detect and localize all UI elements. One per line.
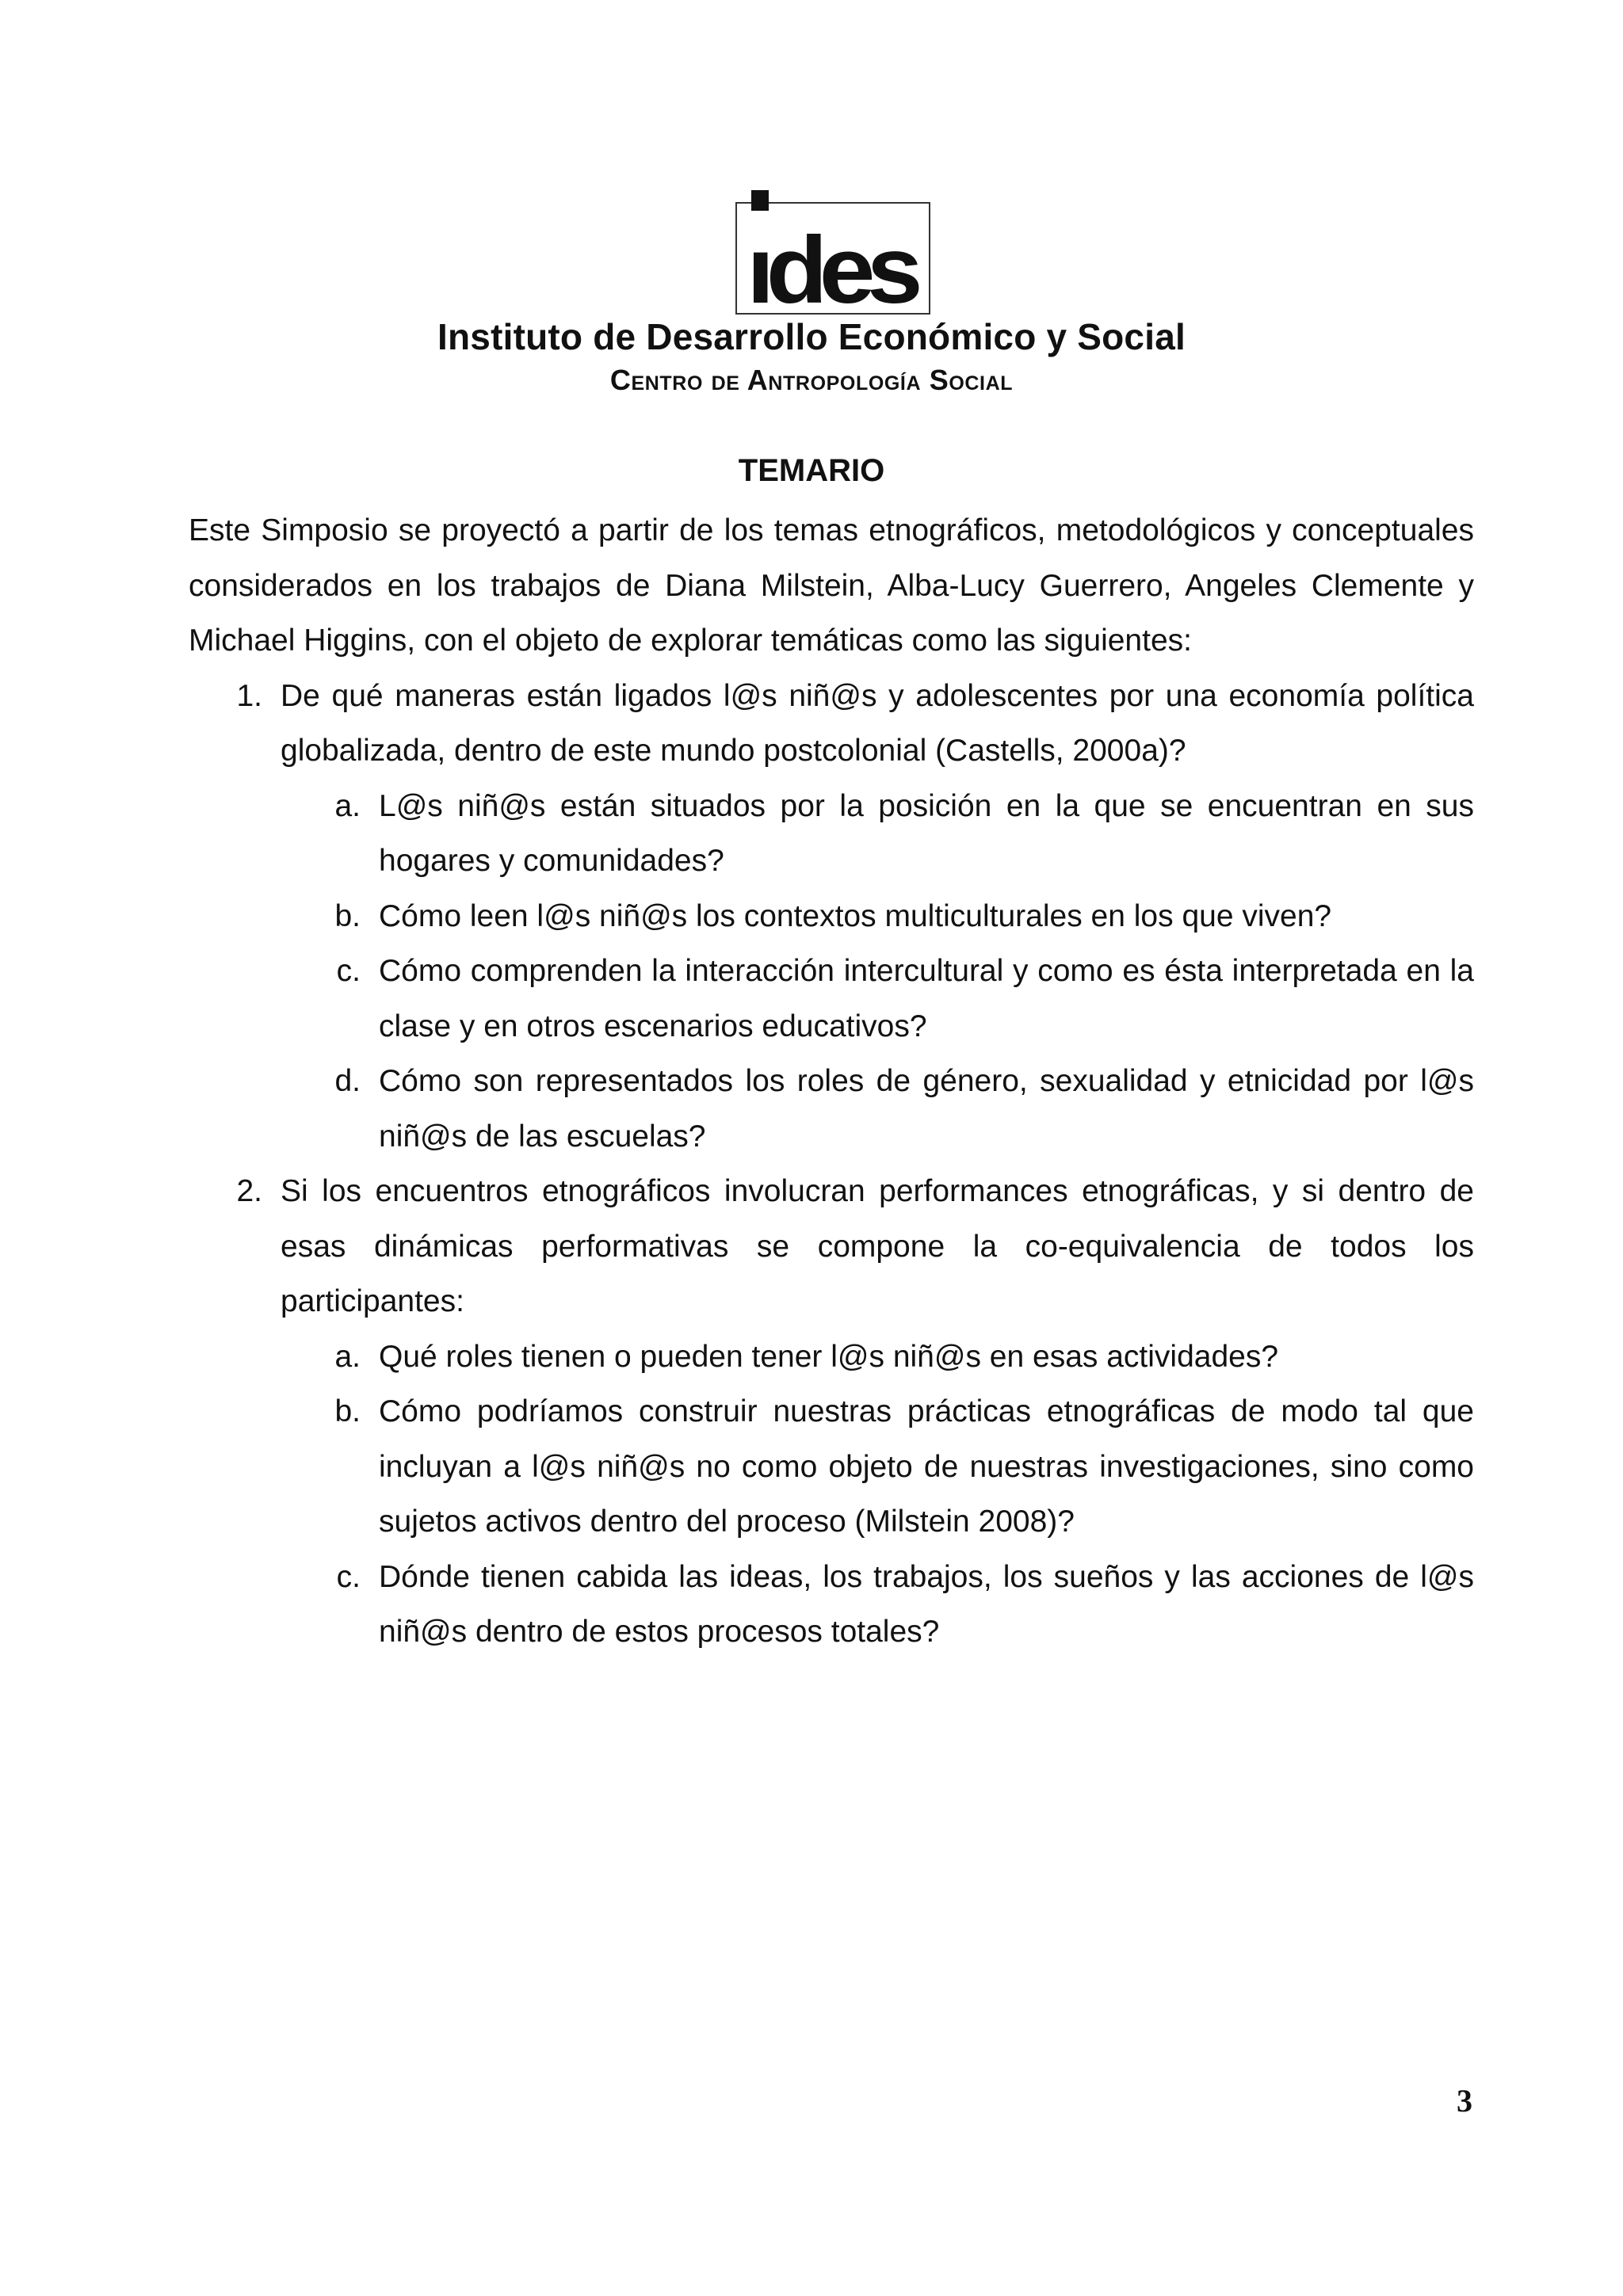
list-item-text: Si los encuentros etnográficos involucran performances etnográficas, y si dentro de esas dinámicas performativas se compone la co-equivalencia de todos los participantes: (281, 1174, 1474, 1318)
sub-list-item-text: L@s niñ@s están situados por la posición en la que se encuentran en sus hogares y comunidades? (379, 788, 1474, 878)
list-item (189, 669, 1474, 779)
document-heading: TEMARIO (738, 453, 885, 488)
sub-list-marker: a. (334, 788, 361, 823)
document-body (189, 503, 1474, 1660)
list-item-text: De qué maneras están ligados l@s niñ@s y adolescentes por una economía política globalizada, dentro de este mundo postcolonial (Castells, 2000a)? (281, 678, 1474, 768)
sub-list-item-text: Cómo podríamos construir nuestras prácticas etnográficas de modo tal que incluyan a l@s niñ@s no como objeto de nuestras investigaciones, sino como sujetos activos dentro del proceso (Milstein 2008)? (379, 1394, 1474, 1539)
sub-list-marker: c. (336, 1559, 361, 1594)
sub-list-marker: a. (334, 1339, 361, 1374)
svg-text:ıdes: ıdes (747, 217, 919, 317)
sub-list-item-text: Cómo comprenden la interacción intercultural y como es ésta interpretada en la clase y en otros escenarios educativos? (379, 954, 1474, 1043)
sub-list-marker: b. (334, 1394, 361, 1428)
sub-list-item (189, 1329, 1474, 1385)
intro-paragraph: Este Simposio se proyectó a partir de los temas etnográficos, metodológicos y conceptuales considerados en los trabajos de Diana Milstein, Alba-Lucy Guerrero, Angeles Clemente y Michael Higgins, con el objeto de explorar temáticas como las siguientes: (189, 513, 1474, 658)
sub-list-item-text: Qué roles tienen o pueden tener l@s niñ@s en esas actividades? (379, 1339, 1279, 1374)
sub-list-marker: d. (334, 1064, 361, 1098)
sub-list-marker: b. (334, 898, 361, 933)
sub-list-item (189, 889, 1474, 944)
sub-list-item-text: Cómo son representados los roles de género, sexualidad y etnicidad por l@s niñ@s de las escuelas? (379, 1064, 1474, 1154)
sub-list-item (189, 1550, 1474, 1660)
sub-list-item-text: Dónde tienen cabida las ideas, los trabajos, los sueños y las acciones de l@s niñ@s dentro de estos procesos totales? (379, 1559, 1474, 1649)
ides-logo-mark (735, 190, 934, 317)
list-marker: 1. (236, 678, 262, 713)
sub-list-item-text: Cómo leen l@s niñ@s los contextos multiculturales en los que viven? (379, 898, 1332, 933)
list-marker: 2. (236, 1174, 262, 1208)
page-number: 3 (1457, 2083, 1472, 2119)
center-name: Centro de Antropología Social (609, 364, 1014, 396)
sub-list-marker: c. (336, 954, 361, 988)
sub-list-item (189, 944, 1474, 1054)
ides-logo (735, 190, 934, 317)
institute-name: Instituto de Desarrollo Económico y Social (437, 316, 1186, 357)
sub-list-item (189, 779, 1474, 889)
sub-list-item (189, 1384, 1474, 1550)
sub-list-item (189, 1054, 1474, 1164)
list-item (189, 1164, 1474, 1329)
